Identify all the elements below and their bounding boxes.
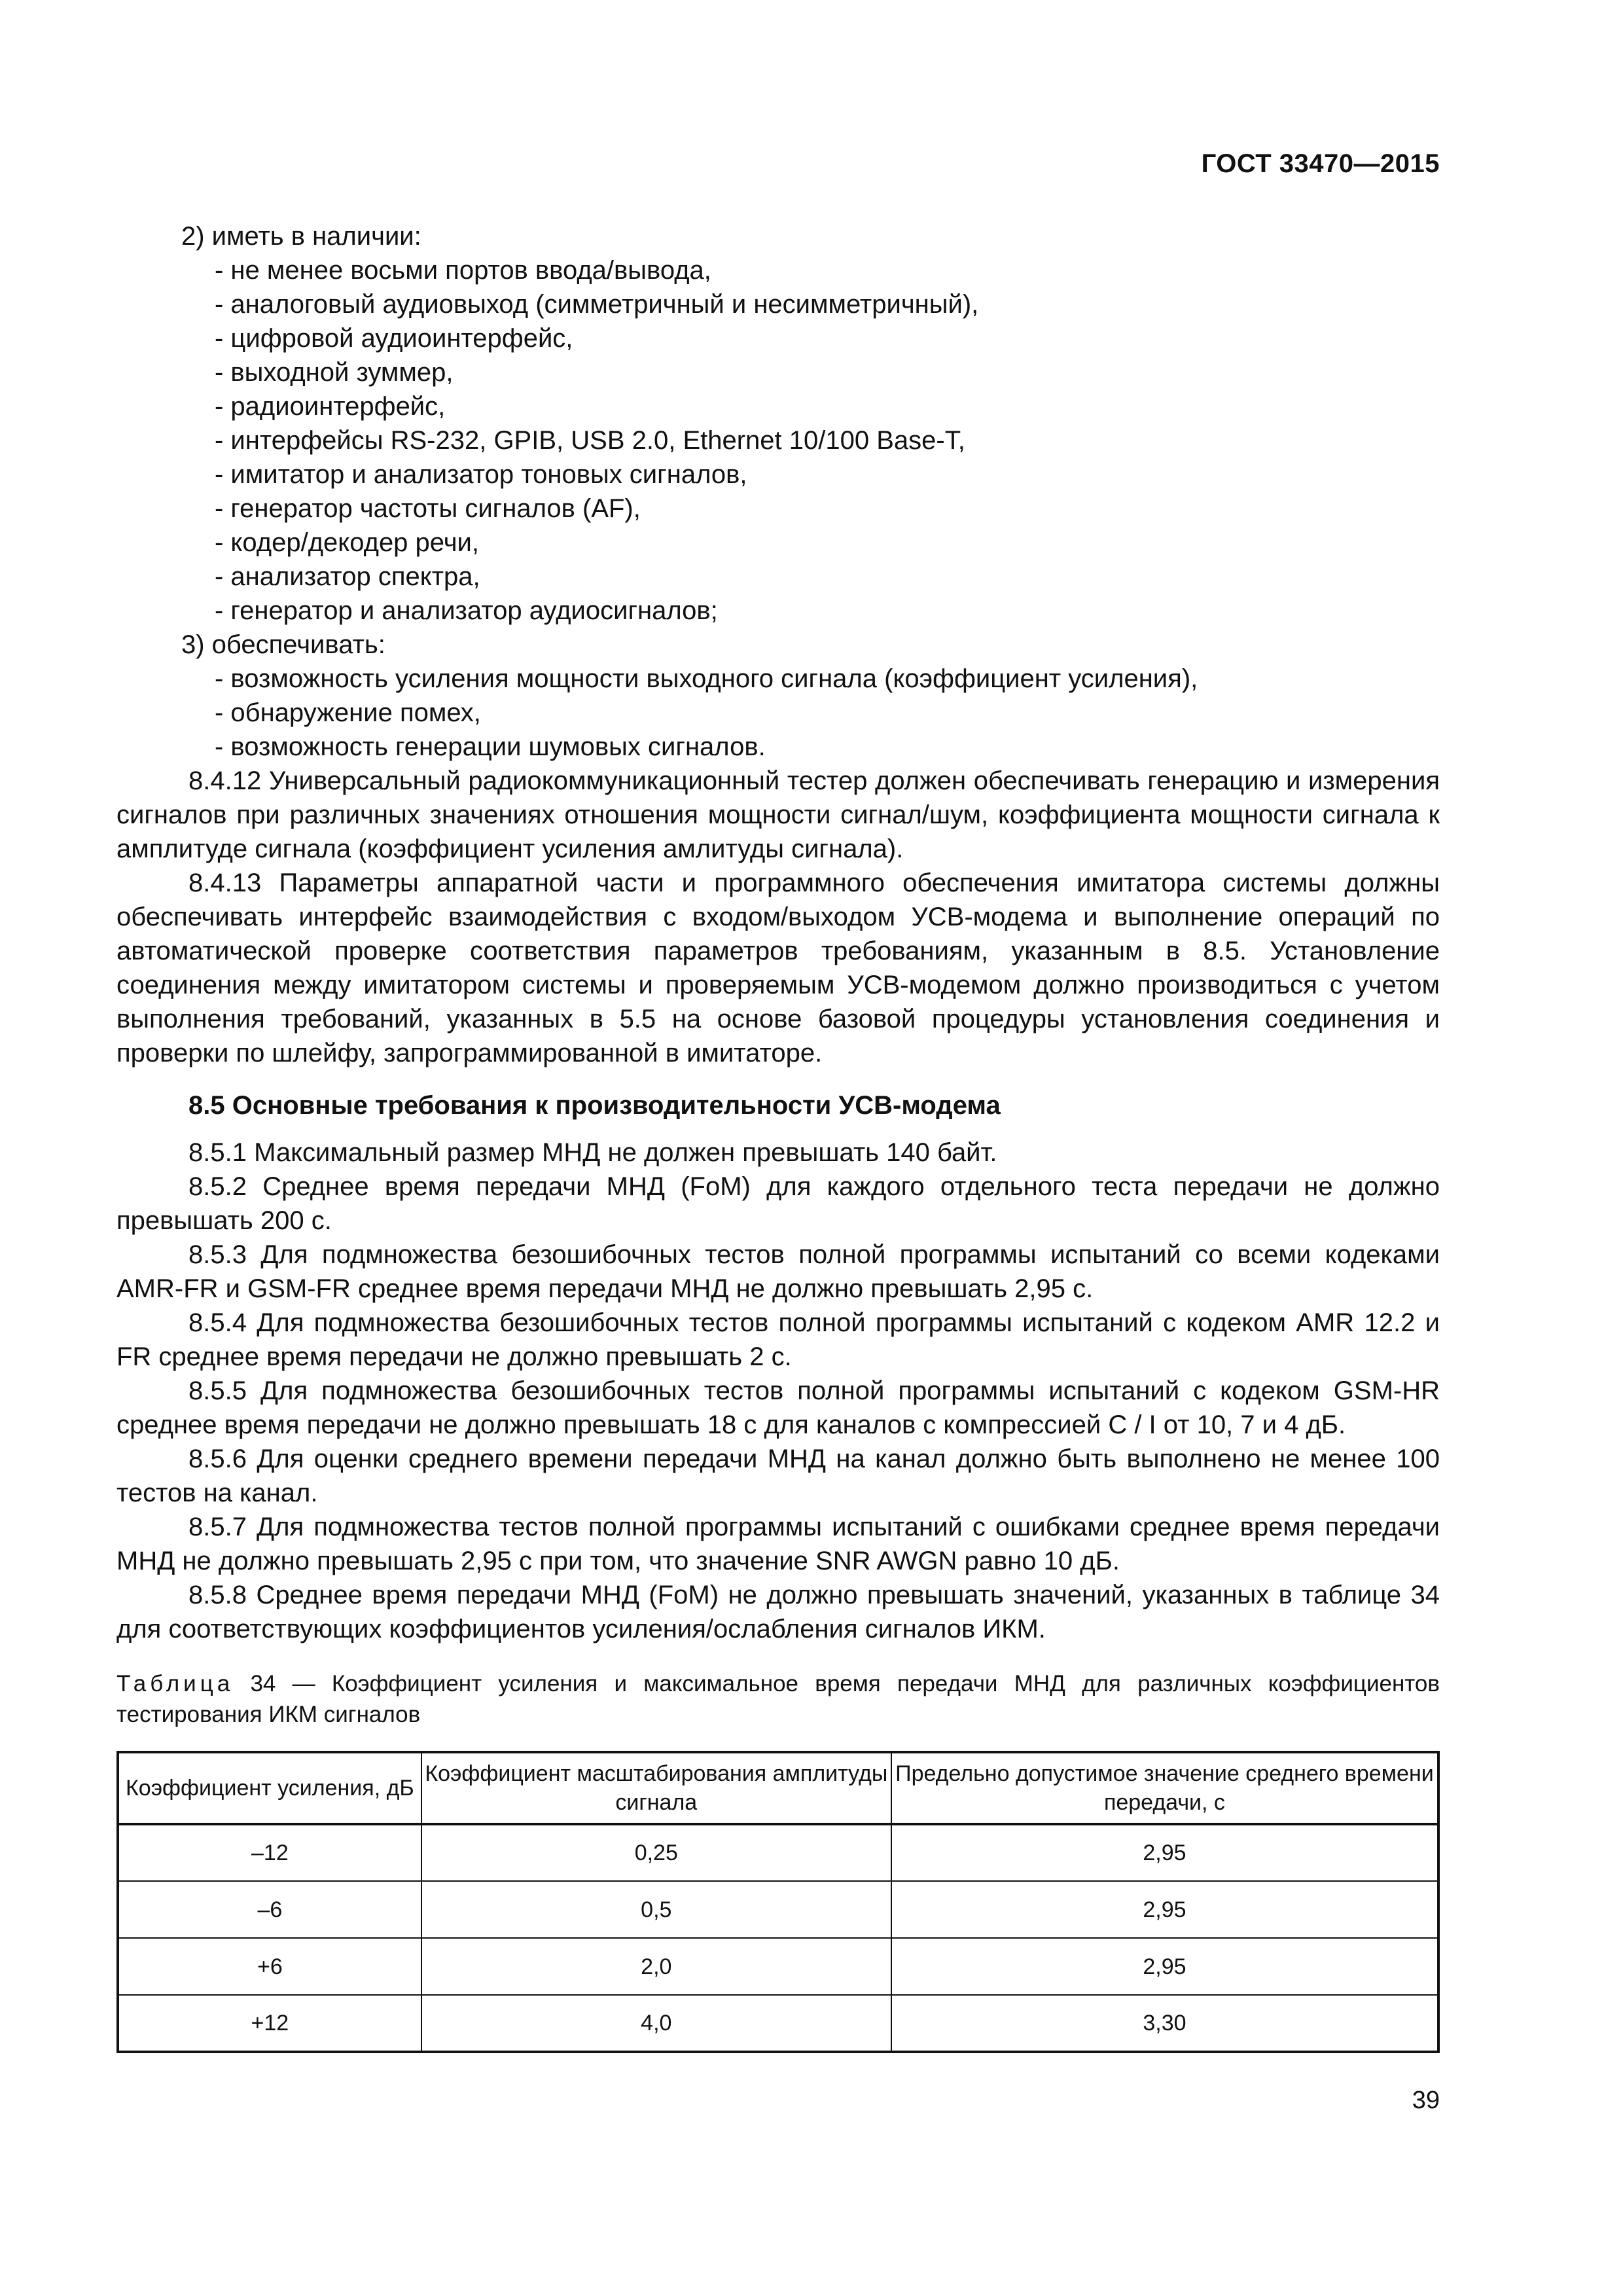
list-entry: - не менее восьми портов ввода/вывода, [215,256,711,285]
paragraph-8-5-6: 8.5.6 Для оценки среднего времени передачи МНД на канал должно быть выполнено не менее 100 тестов на канал. [116,1444,1440,1507]
paragraph-8-5-5: 8.5.5 Для подмножества безошибочных тестов полной программы испытаний с кодеком GSM-HR среднее время передачи не должно превышать 18 с для каналов с компрессией С / I от 10, 7 и 4 дБ. [116,1376,1440,1439]
list-entry: - генератор частоты сигналов (AF), [215,494,641,523]
cell-max-time: 2,95 [891,1881,1438,1938]
page-number: 39 [1412,2087,1440,2114]
cell-max-time: 2,95 [891,1824,1438,1881]
paragraph-8-5-4: 8.5.4 Для подмножества безошибочных тестов полной программы испытаний с кодеком AMR 12.2 и FR среднее время передачи не должно превышать 2 с. [116,1308,1440,1371]
table-row [118,1824,1438,1881]
page-content [116,219,1440,2053]
cell-gain: +6 [118,1938,421,1995]
list-entry: - кодер/декодер речи, [215,528,480,557]
cell-scaling: 2,0 [421,1938,891,1995]
list-entry: - цифровой аудиоинтерфейс, [215,324,573,353]
paragraph-8-5-8: 8.5.8 Среднее время передачи МНД (FoM) не должно превышать значений, указанных в таблице 34 для соответствующих коэффициентов усиления/ослабления сигналов ИКМ. [116,1581,1440,1643]
list-entry: - радиоинтерфейс, [215,392,446,421]
list-item-title: 3) обеспечивать: [181,630,385,659]
paragraph-8-5-7: 8.5.7 Для подмножества тестов полной программы испытаний с ошибками среднее время передачи МНД не должно превышать 2,95 с при том, что значение SNR AWGN равно 10 дБ. [116,1513,1440,1575]
paragraph-8-5-2: 8.5.2 Среднее время передачи МНД (FoM) для каждого отдельного теста передачи не должно превышать 200 с. [116,1172,1440,1235]
cell-gain: +12 [118,1995,421,2052]
paragraph-8-4-12: 8.4.12 Универсальный радиокоммуникационный тестер должен обеспечивать генерацию и измерения сигналов при различных значениях отношения мощности сигнал/шум, коэффициента мощности сигнала к амплитуде сигнала (коэффициент усиления амлитуды сигнала). [116,766,1440,863]
table-caption-text: 34 — Коэффициент усиления и максимальное время передачи МНД для различных коэффициентов тестирования ИКМ сигналов [116,1671,1440,1727]
header-gain: Коэффициент усиления, дБ [118,1752,421,1824]
list-entry: - имитатор и анализатор тоновых сигналов, [215,460,747,489]
header-max-time: Предельно допустимое значение среднего времени передачи, с [891,1752,1438,1824]
cell-scaling: 0,5 [421,1881,891,1938]
table-caption [116,1668,1440,1730]
list-entry: - генератор и анализатор аудиосигналов; [215,596,718,625]
table-row [118,1995,1438,2052]
list-entry: - выходной зуммер, [215,358,454,387]
list-entry: - интерфейсы RS-232, GPIB, USB 2.0, Ethernet 10/100 Base-T, [215,426,965,455]
requirements-list [116,219,1440,764]
list-item-title: 2) иметь в наличии: [181,222,421,251]
table-caption-label: Таблица [116,1671,234,1696]
table-row [118,1881,1438,1938]
cell-gain: –6 [118,1881,421,1938]
list-entry: - возможность усиления мощности выходного сигнала (коэффициент усиления), [215,664,1198,693]
standard-code-header: ГОСТ 33470—2015 [1201,149,1440,178]
gain-transfer-time-table [116,1751,1440,2053]
list-entry: - обнаружение помех, [215,698,481,727]
cell-scaling: 0,25 [421,1824,891,1881]
list-entry: - возможность генерации шумовых сигналов. [215,732,766,761]
paragraph-8-5-3: 8.5.3 Для подмножества безошибочных тестов полной программы испытаний со всеми кодеками AMR-FR и GSM-FR среднее время передачи МНД не должно превышать 2,95 с. [116,1240,1440,1303]
cell-max-time: 3,30 [891,1995,1438,2052]
cell-gain: –12 [118,1824,421,1881]
table-row [118,1938,1438,1995]
list-entry: - аналоговый аудиовыход (симметричный и несимметричный), [215,290,979,319]
paragraph-8-5-1: 8.5.1 Максимальный размер МНД не должен превышать 140 байт. [188,1138,997,1167]
cell-max-time: 2,95 [891,1938,1438,1995]
paragraph-8-4-13: 8.4.13 Параметры аппаратной части и программного обеспечения имитатора системы должны обеспечивать интерфейс взаимодействия с входом/выходом УСВ-модема и выполнение операций по автоматической проверке соответствия параметров требованиям, указанным в 8.5. Установление соединения между имитатором системы и проверяемым УСВ-модемом должно производиться с учетом выполнения требований, указанных в 5.5 на основе базовой процедуры установления соединения и проверки по шлейфу, запрограммированной в имитаторе. [116,869,1440,1067]
section-heading-8-5: 8.5 Основные требования к производительности УСВ-модема [188,1091,1001,1120]
table-header-row [118,1752,1438,1824]
header-scaling: Коэффициент масштабирования амплитуды сигнала [421,1752,891,1824]
list-entry: - анализатор спектра, [215,562,480,591]
cell-scaling: 4,0 [421,1995,891,2052]
